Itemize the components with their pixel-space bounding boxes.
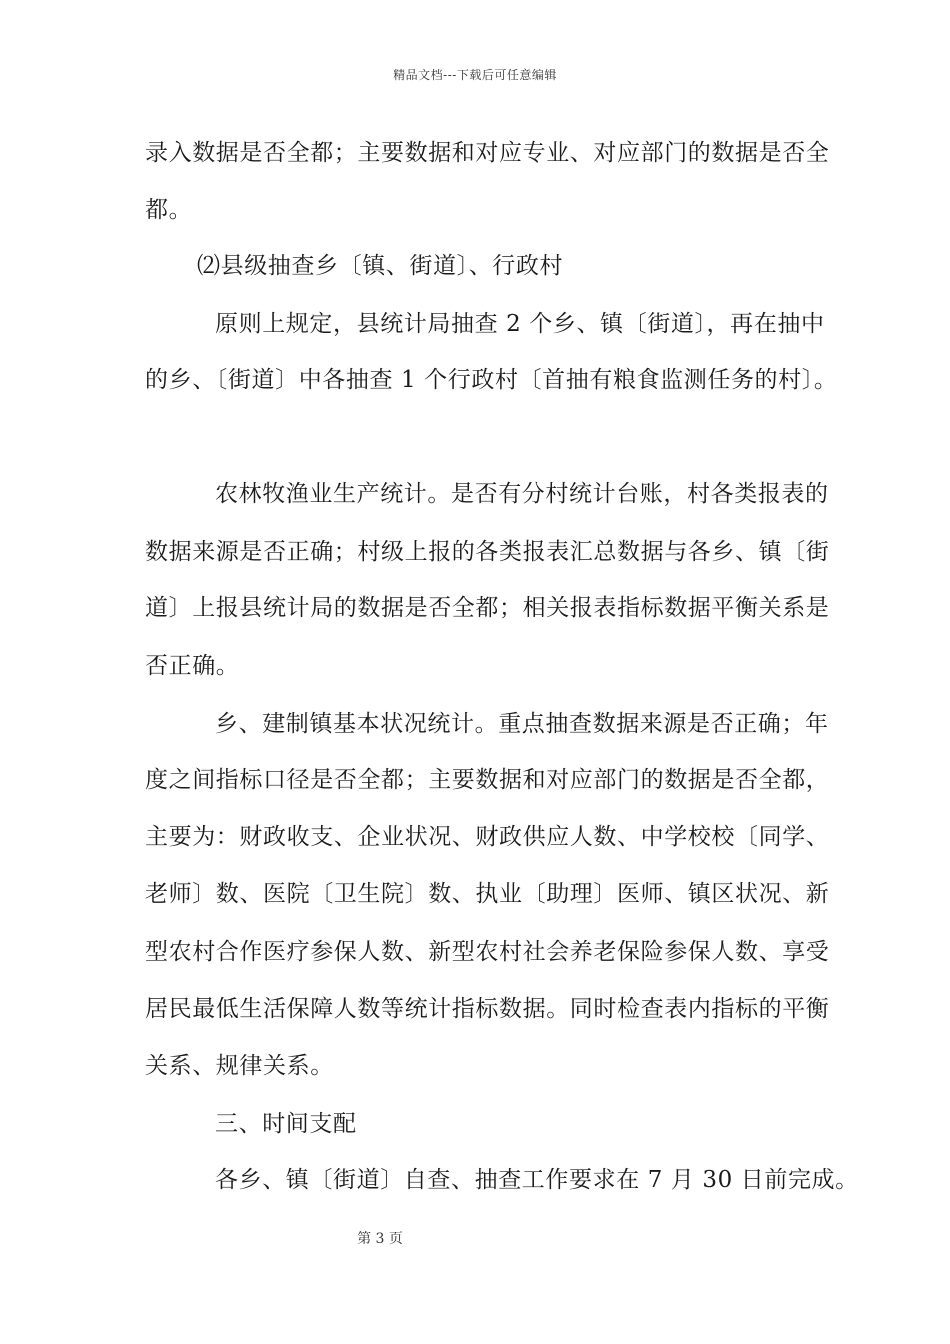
body-line-12: 主要为：财政收支、企业状况、财政供应人数、中学校校〔同学、 [145,824,830,850]
body-line-15: 居民最低生活保障人数等统计指标数据。同时检查表内指标的平衡 [145,996,830,1022]
body-line-16: 关系、规律关系。 [145,1053,334,1079]
page-header: 精品文档---下载后可任意编辑 [393,68,557,82]
body-line-18: 各乡、镇〔街道〕自查、抽查工作要求在 7 月 30 日前完成。 [215,1167,859,1193]
body-line-9: 否正确。 [145,653,240,679]
body-line-6: 农林牧渔业生产统计。是否有分村统计台账，村各类报表的 [215,481,829,507]
body-line-14: 型农村合作医疗参保人数、新型农村社会养老保险参保人数、享受 [145,939,830,965]
body-line-5: 的乡、〔街道〕中各抽查 1 个行政村〔首抽有粮食监测任务的村〕。 [145,367,838,393]
page-number: 第 3 页 [357,1231,403,1247]
body-line-2: 都。 [145,197,193,223]
body-line-4: 原则上规定，县统计局抽查 2 个乡、镇〔街道〕，再在抽中 [215,311,825,337]
body-line-11: 度之间指标口径是否全都；主要数据和对应部门的数据是否全都， [145,767,830,793]
section-heading-time: 三、时间支配 [215,1111,357,1137]
body-line-13: 老师〕数、医院〔卫生院〕数、执业〔助理〕医师、镇区状况、新 [145,881,830,907]
body-line-1: 录入数据是否全都；主要数据和对应专业、对应部门的数据是否全 [145,140,830,166]
body-line-8: 道〕上报县统计局的数据是否全都；相关报表指标数据平衡关系是 [145,595,830,621]
section-heading-county-check: ⑵县级抽查乡〔镇、街道〕、行政村 [197,253,564,279]
body-line-7: 数据来源是否正确；村级上报的各类报表汇总数据与各乡、镇〔街 [145,539,830,565]
body-line-10: 乡、建制镇基本状况统计。重点抽查数据来源是否正确；年 [215,711,829,737]
